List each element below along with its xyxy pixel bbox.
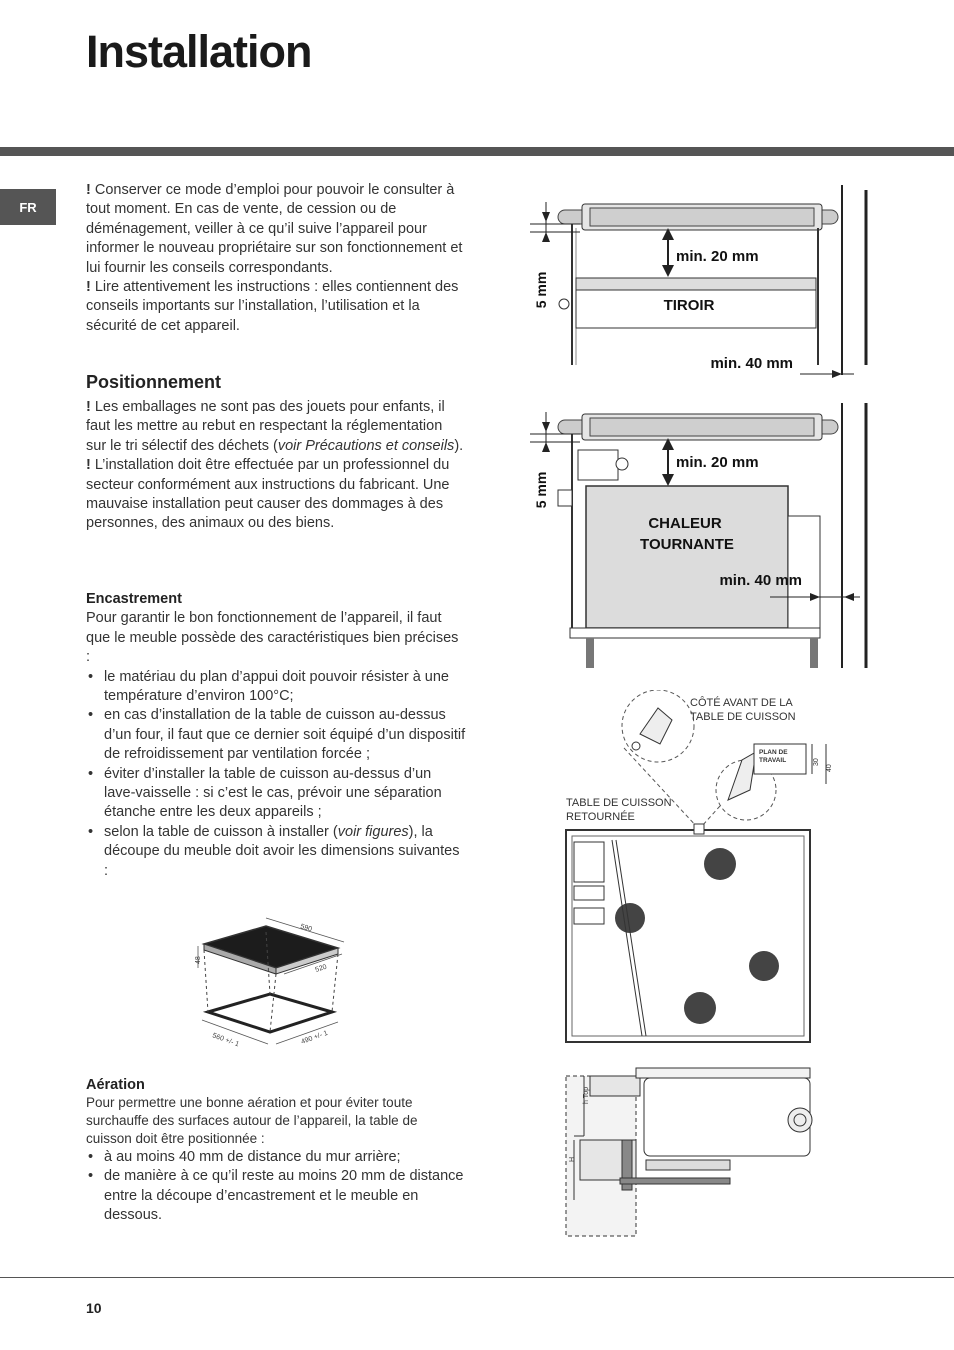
positionnement-section [86,398,466,534]
intro-section [86,181,466,336]
chaleur-figure [520,398,880,673]
retournee-line2: RETOURNÉE [566,811,635,823]
positionnement-paragraph-2: ! L’installation doit être effectuée par un professionnel du secteur conformément aux instructions du fabricant. Une mauvaise installation peut causer des dommages à des personnes, des animaux ou des biens. [86,457,450,532]
tiroir-drawer-label: TIROIR [663,297,715,314]
aeration-list [86,1148,466,1226]
footer-rule [0,1277,954,1278]
list-item: • à au moins 40 mm de distance du mur arrière; [86,1148,466,1167]
page-number: 10 [86,1300,102,1316]
tiroir-figure [520,180,880,385]
plan-travail-line2: TRAVAIL [759,757,787,764]
page-title: Installation [86,26,312,77]
dim-520-label: 520 [314,963,328,974]
section-figure [560,1060,815,1242]
dim-40-label: 40 [826,764,833,772]
warning-mark: ! [86,182,91,198]
tiroir-5mm-label: 5 mm [533,271,549,309]
chaleur-label-line2: TOURNANTE [640,536,734,553]
chaleur-5mm-label: 5 mm [533,471,549,509]
cote-avant-line2: TABLE DE CUISSON [690,711,796,723]
intro-paragraph-1: ! Conserver ce mode d’emploi pour pouvoir le consulter à tout moment. En cas de vente, de cession ou de déménagement, veiller à ce qu’il suive l’appareil pour informer le nouveau propriétaire sur son fonctionnement et lui fournir les conseils correspondants. [86,182,463,276]
aeration-intro: Pour permettre une bonne aération et pour éviter toute surchauffe des surfaces autour de l’appareil, la table de cuisson doit être positionnée : [86,1095,418,1146]
dim-48-label: 48 [195,956,202,964]
tiroir-min40-label: min. 40 mm [710,355,793,372]
aeration-heading: Aération [86,1077,145,1093]
encastrement-list [86,668,466,881]
plan-travail-line1: PLAN DE [759,749,788,756]
chaleur-min40-label: min. 40 mm [719,572,802,589]
list-item: • en cas d’installation de la table de cuisson au-dessus d’un four, il faut que ce dernier soit équipé d’un dispositif de refroidissement par ventilation forcée ; [86,706,466,764]
encastrement-heading: Encastrement [86,591,182,607]
language-tab: FR [0,189,56,225]
h-top-label: h Top [583,1087,590,1104]
aeration-section [86,1076,466,1226]
list-item: • selon la table de cuisson à installer (voir figures), la découpe du meuble doit avoir les dimensions suivantes : [86,823,466,881]
intro-paragraph-2: ! Lire attentivement les instructions : elles contiennent des conseils importants sur l’installation, l’utilisation et la sécurité de cet appareil. [86,279,459,334]
positionnement-paragraph-1: ! Les emballages ne sont pas des jouets pour enfants, il faut les mettre au rebut en respectant la réglementation sur le tri sélectif des déchets (voir Précautions et conseils). [86,399,464,454]
list-item: • le matériau du plan d’appui doit pouvoir résister à une température d’environ 100°C; [86,668,466,707]
encastrement-intro: Pour garantir le bon fonctionnement de l’appareil, il faut que le meuble possède des caractéristiques bien précises : [86,610,459,666]
dim-590-label: 590 [299,923,313,934]
list-item: • éviter d’installer la table de cuisson au-dessus d’un lave-vaisselle : si c’est le cas, prévoir une séparation étanche entre les deux appareils ; [86,765,466,823]
warning-mark: ! [86,279,91,296]
fixation-figure [560,690,850,1050]
dim-30-label: 30 [813,758,820,766]
tiroir-min20-label: min. 20 mm [676,248,759,265]
cote-avant-line1: CÔTÉ AVANT DE LA [690,697,793,709]
h-label: H [569,1156,576,1162]
dim-560-label: 560 +/- 1 [211,1032,240,1049]
header-rule [0,147,954,156]
list-item: • de manière à ce qu’il reste au moins 20 mm de distance entre la découpe d’encastrement et le meuble en dessous. [86,1167,466,1225]
encastrement-section [86,590,466,881]
positionnement-heading: Positionnement [86,372,222,392]
dim-490-label: 490 +/- 1 [300,1029,329,1046]
retournee-line1: TABLE DE CUISSON [566,797,672,809]
chaleur-min20-label: min. 20 mm [676,454,759,471]
cutout-diagram [190,912,350,1062]
chaleur-label-line1: CHALEUR [648,515,722,532]
